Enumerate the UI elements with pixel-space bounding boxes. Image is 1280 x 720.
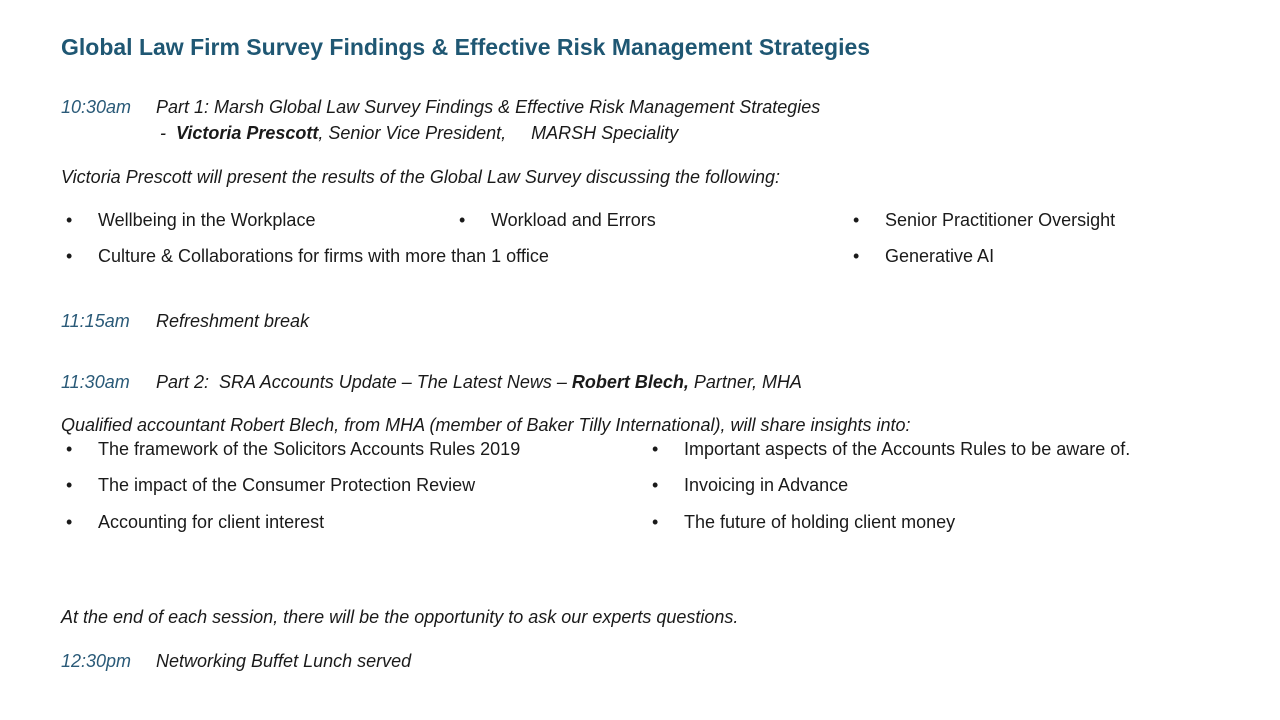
bullet-icon: • xyxy=(652,439,659,459)
lunch-label: Networking Buffet Lunch served xyxy=(156,651,412,671)
lunch-time: 12:30pm xyxy=(61,651,132,671)
session1-dash: - xyxy=(160,123,166,143)
session1-heading xyxy=(61,97,131,118)
break-time: 11:15am xyxy=(61,311,130,331)
bullet-icon: • xyxy=(66,439,73,459)
session1-part: Part 1: Marsh Global Law Survey Findings & Effective Risk Management Strategies xyxy=(156,97,821,117)
session1-speaker-role: , Senior Vice President, MARSH Speciality xyxy=(318,123,679,143)
session1-speaker: Victoria Prescott xyxy=(176,123,319,143)
session1-speaker-line xyxy=(160,123,678,144)
bullet-icon: • xyxy=(66,210,73,230)
session2-part: Part 2: SRA Accounts Update – The Latest News – xyxy=(156,372,572,392)
bullet-icon: • xyxy=(652,475,659,495)
session1-time: 10:30am xyxy=(61,97,132,117)
closing-note: At the end of each session, there will be the opportunity to ask our experts questions. xyxy=(61,607,739,627)
session2-time: 11:30am xyxy=(61,372,130,392)
bullet-icon: • xyxy=(853,246,860,266)
bullet-icon: • xyxy=(652,512,659,532)
session2-intro: Qualified accountant Robert Blech, from MHA (member of Baker Tilly International), will share insights into: xyxy=(61,415,911,435)
bullet-icon: • xyxy=(459,210,466,230)
session2-speaker: Robert Blech, xyxy=(571,372,689,392)
bullet-icon: • xyxy=(66,475,73,495)
bullet-icon: • xyxy=(66,512,73,532)
session1-intro: Victoria Prescott will present the results of the Global Law Survey discussing the following: xyxy=(61,167,781,187)
bullet-icon: • xyxy=(66,246,73,266)
page-title: Global Law Firm Survey Findings & Effective Risk Management Strategies xyxy=(61,34,871,60)
break-label: Refreshment break xyxy=(156,311,310,331)
bullet-icon: • xyxy=(853,210,860,230)
session2-heading xyxy=(156,372,802,393)
session2-speaker-role: Partner, MHA xyxy=(688,372,802,392)
